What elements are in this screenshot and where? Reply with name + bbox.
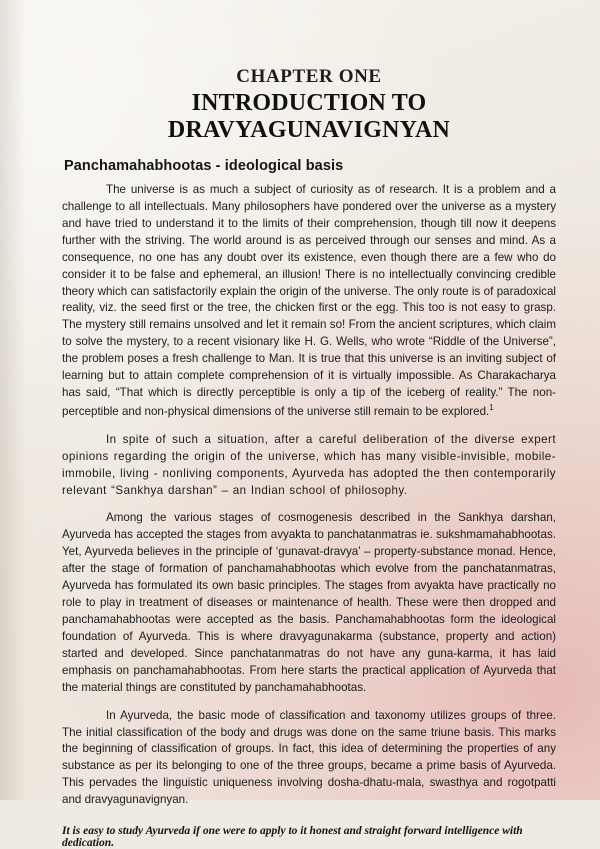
footnote-marker: 1 (489, 402, 494, 412)
closing-note: It is easy to study Ayurveda if one were to apply to it honest and straight forward intelligence with dedication. (62, 825, 523, 849)
section-heading: Panchamahabhootas - ideological basis (64, 158, 344, 174)
paragraph-text: The universe is as much a subject of curiosity as of research. It is a problem and a challenge to all intellectuals. Many philosophers have pondered over the universe as a mystery and have tried to understand it to the limits of their comprehension, though till now it deepens further with the striving. The world around is as perceived through our senses and mind. As a consequence, no one has any doubt over its existence, even though there are a few who do consider it to be false and ephemeral, an illusion! There is no intellectually convincing credible theory which can satisfactorily explain the origin of the universe. The only route is of paradoxical reality, viz. the seed first or the tree, the chicken first or the egg. This too is not easy to grasp. The mystery still remains unsolved and let it remain so! From the ancient scriptures, which claim to solve the mystery, to a recent visionary like H. G. Wells, who wrote “Riddle of the Universe”, the problem poses a fresh challenge to Man. It is true that this universe is an inviting subject of learning but to attain complete comprehension of it is virtually impossible. As Charakacharya has said, “That which is directly perceptible is only a tip of the iceberg of reality.” The non-perceptible and non-physical dimensions of the universe still remain to be explored. (62, 183, 556, 418)
chapter-label: CHAPTER ONE (236, 66, 382, 87)
body-paragraph-3: Among the various stages of cosmogenesis described in the Sankhya darshan, Ayurveda has accepted the stages from avyakta to panchatanmatras ie. sukshmamahabhootas. Yet, Ayurveda believes in the principle of ‘gunavat-dravya’ – property-substance monad. Hence, after the stage of formation of panchamahabhootas which evolve from the panchatanmatras, Ayurveda has formulated its own basic principles. The stages from avyakta have practically no role to play in treatment of diseases or maintenance of health. These were then dropped and panchamahabhootas were accepted as the basis. Panchamahabhootas form the ideological foundation of Ayurveda. This is where dravyagunakarma (substance, property and action) started and developed. Since panchatanmatras do not have any guna-karma, it has laid emphasis on panchamahabhootas. From here starts the practical application of Ayurveda that the material things are constituted by panchamahabhootas. (62, 511, 556, 694)
body-paragraph-2: In spite of such a situation, after a careful deliberation of the diverse expert opinions regarding the origin of the universe, which has many visible-invisible, mobile-immobile, living - nonliving components, Ayurveda has adopted the then contemporarily relevant “Sankhya darshan” – an Indian school of philosophy. (62, 432, 556, 497)
body-paragraph-1 (62, 182, 556, 421)
body-paragraph-4: In Ayurveda, the basic mode of classification and taxonomy utilizes groups of three. The initial classification of the body and drugs was done on the same triune basis. This marks the beginning of classification of groups. In fact, this idea of determining the properties of any substance as per its belonging to one of the three groups, became a prime basis of Ayurveda. This pervades the linguistic uniqueness involving dosha-dhatu-mala, swasthya and rogotpatti and dravyagunavignyan. (62, 708, 556, 807)
page-title: INTRODUCTION TO DRAVYAGUNAVIGNYAN (167, 90, 451, 143)
